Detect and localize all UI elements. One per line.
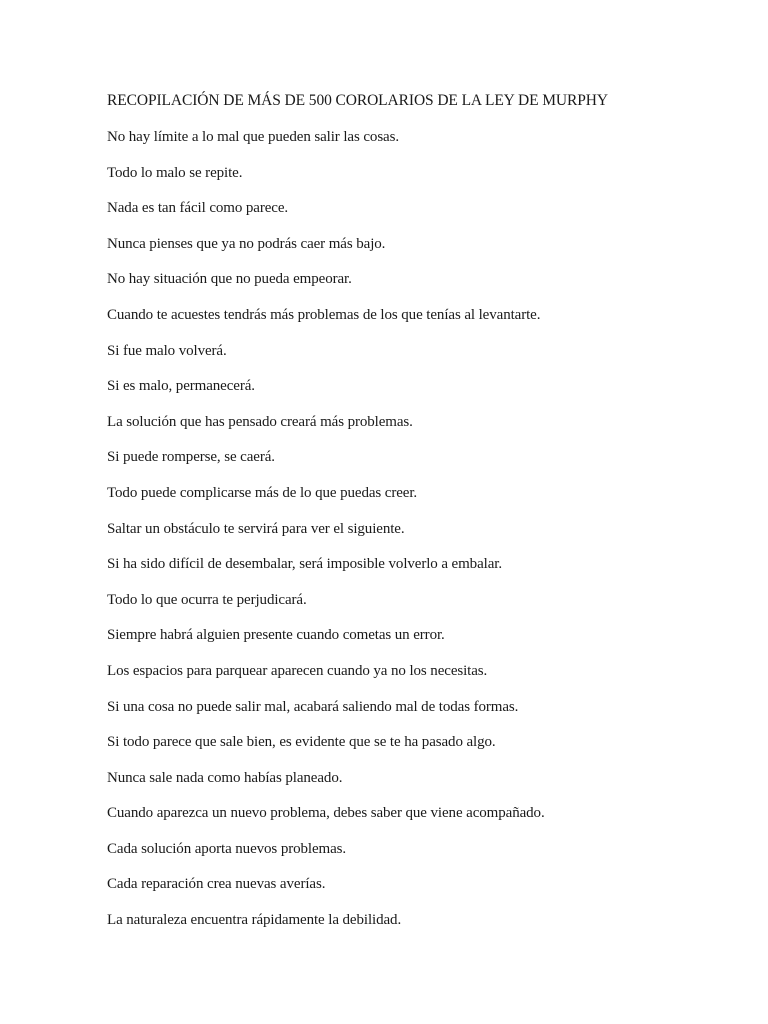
corollary-line: No hay límite a lo mal que pueden salir las cosas. (107, 129, 400, 145)
corollary-list (107, 126, 545, 945)
corollary-line: Si fue malo volverá. (107, 342, 227, 359)
corollary-line: La solución que has pensado creará más problemas. (107, 413, 413, 430)
corollary-line: Cuando te acuestes tendrás más problemas de los que tenías al levantarte. (107, 306, 541, 323)
corollary-line: Si todo parece que sale bien, es evidente que se te ha pasado algo. (107, 734, 496, 751)
corollary-line: Si es malo, permanecerá. (107, 378, 255, 395)
corollary-line: Cada solución aporta nuevos problemas. (107, 840, 347, 857)
corollary-line: Nada es tan fácil como parece. (107, 200, 289, 217)
corollary-line: No hay situación que no pueda empeorar. (107, 271, 352, 288)
corollary-line: Si una cosa no puede salir mal, acabará saliendo mal de todas formas. (107, 698, 519, 715)
corollary-line: Los espacios para parquear aparecen cuando ya no los necesitas. (107, 662, 488, 679)
corollary-line: Todo lo que ocurra te perjudicará. (107, 591, 307, 608)
corollary-line: Nunca sale nada como habías planeado. (107, 769, 343, 786)
corollary-line: Todo puede complicarse más de lo que puedas creer. (107, 484, 418, 501)
corollary-line: Siempre habrá alguien presente cuando cometas un error. (107, 627, 445, 644)
corollary-line: La naturaleza encuentra rápidamente la debilidad. (107, 912, 402, 929)
corollary-line: Cuando aparezca un nuevo problema, debes saber que viene acompañado. (107, 805, 545, 822)
corollary-line: Si puede romperse, se caerá. (107, 449, 275, 466)
document-title: RECOPILACIÓN DE MÁS DE 500 COROLARIOS DE LA LEY DE MURPHY (107, 92, 608, 109)
corollary-line: Todo lo malo se repite. (107, 164, 243, 181)
corollary-line: Si ha sido difícil de desembalar, será imposible volverlo a embalar. (107, 556, 502, 573)
corollary-line: Cada reparación crea nuevas averías. (107, 876, 326, 893)
corollary-line: Nunca pienses que ya no podrás caer más bajo. (107, 235, 386, 252)
corollary-line: Saltar un obstáculo te servirá para ver el siguiente. (107, 520, 405, 537)
